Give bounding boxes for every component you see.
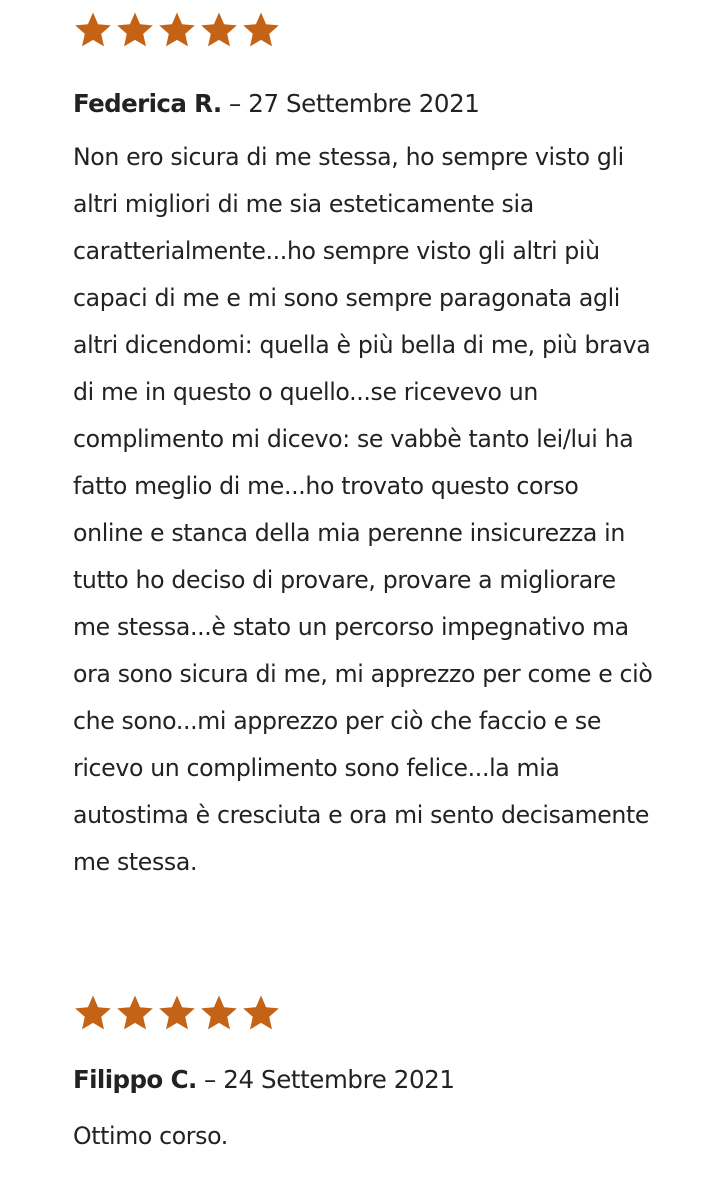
review-text: Ottimo corso. [73,1122,228,1150]
star-icon [241,993,281,1033]
review-author: Federica R. [73,89,222,118]
star-icon [199,10,239,50]
review-text: Non ero sicura di me stessa, ho sempre visto gli altri migliori di me sia esteticamente sia caratterialmente...ho sempre visto gli altri più capaci di me e mi sono sempre paragonata agli altri dicendomi: quella è più bella di me, più brava di me in questo o quello...se ricevevo un complimento mi dicevo: se vabbè tanto lei/lui ha fatto meglio di me...ho trovato questo corso online e stanca della mia perenne insicurezza in tutto ho deciso di provare, provare a migliorare me stessa...è stato un percorso impegnativo ma ora sono sicura di me, mi apprezzo per come e ciò che sono...mi apprezzo per ciò che faccio e se ricevo un complimento sono felice...la mia autostima è cresciuta e ora mi sento decisamente me stessa. [73,143,653,876]
star-icon [241,10,281,50]
byline-separator: – [229,89,249,118]
review [73,993,653,1160]
review-date: 27 Settembre 2021 [248,89,480,118]
review-date: 24 Settembre 2021 [223,1065,455,1094]
review [73,10,653,886]
byline-separator: – [204,1065,224,1094]
review-author: Filippo C. [73,1065,197,1094]
review-byline [73,1064,653,1096]
star-rating [73,993,653,1037]
star-icon [157,10,197,50]
star-icon [73,10,113,50]
review-byline [73,88,653,120]
star-icon [115,993,155,1033]
star-icon [73,993,113,1033]
star-icon [199,993,239,1033]
star-icon [115,10,155,50]
star-icon [157,993,197,1033]
star-rating [73,10,653,54]
